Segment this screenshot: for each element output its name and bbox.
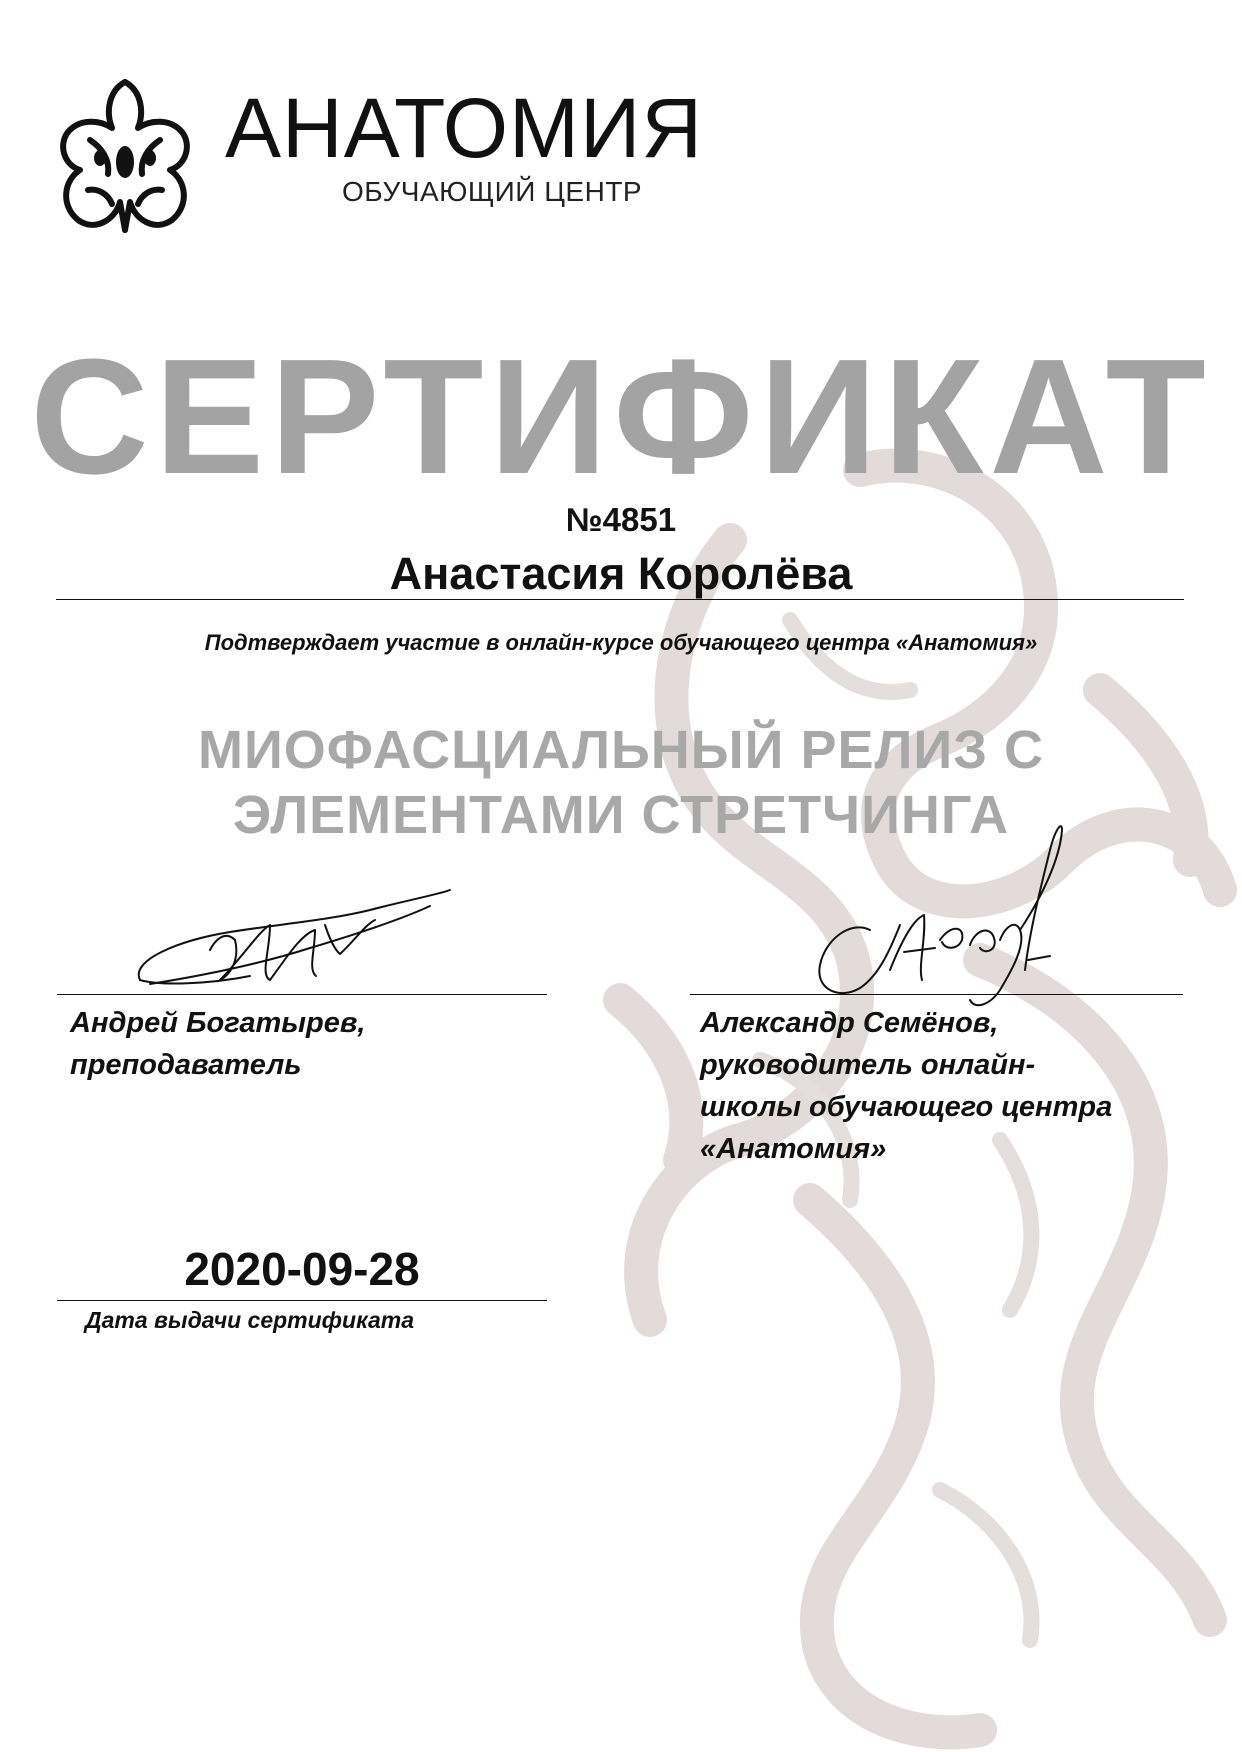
- issue-date-underline: [57, 1300, 547, 1301]
- signature-line-right: [690, 994, 1183, 995]
- certificate-number: №4851: [565, 501, 677, 538]
- issue-date: 2020-09-28: [184, 1243, 420, 1295]
- signer-left: [70, 1002, 530, 1086]
- brand-subtitle: ОБУЧАЮЩИЙ ЦЕНТР: [342, 176, 643, 207]
- name-underline: [56, 599, 1184, 600]
- issue-date-caption: Дата выдачи сертификата: [85, 1307, 415, 1333]
- signer-left-name: Андрей Богатырев,: [70, 1007, 366, 1039]
- signer-right-role-2: школы обучающего центра: [700, 1091, 1113, 1124]
- brand-name: АНАТОМИЯ: [225, 81, 704, 175]
- anatomy-logo-icon: [50, 70, 200, 240]
- course-title-line-2: ЭЛЕМЕНТАМИ СТРЕТЧИНГА: [232, 784, 1010, 845]
- signer-right: [700, 1002, 1180, 1170]
- signer-right-role-3: «Анатомия»: [700, 1133, 887, 1166]
- signer-right-name: Александр Семёнов,: [700, 1007, 999, 1039]
- certificate-title: СЕРТИФИКАТ: [30, 325, 1212, 508]
- signature-right: [800, 820, 1100, 1010]
- confirmation-text: Подтверждает участие в онлайн-курсе обучающего центра «Анатомия»: [204, 630, 1038, 655]
- signature-line-left: [57, 994, 547, 995]
- signer-right-role-1: руководитель онлайн-: [700, 1049, 1036, 1082]
- recipient-name: Анастасия Королёва: [389, 548, 853, 599]
- course-title-line-1: МИОФАСЦИАЛЬНЫЙ РЕЛИЗ С: [197, 720, 1045, 780]
- signer-left-role: преподаватель: [70, 1049, 302, 1082]
- signature-left: [120, 880, 460, 1000]
